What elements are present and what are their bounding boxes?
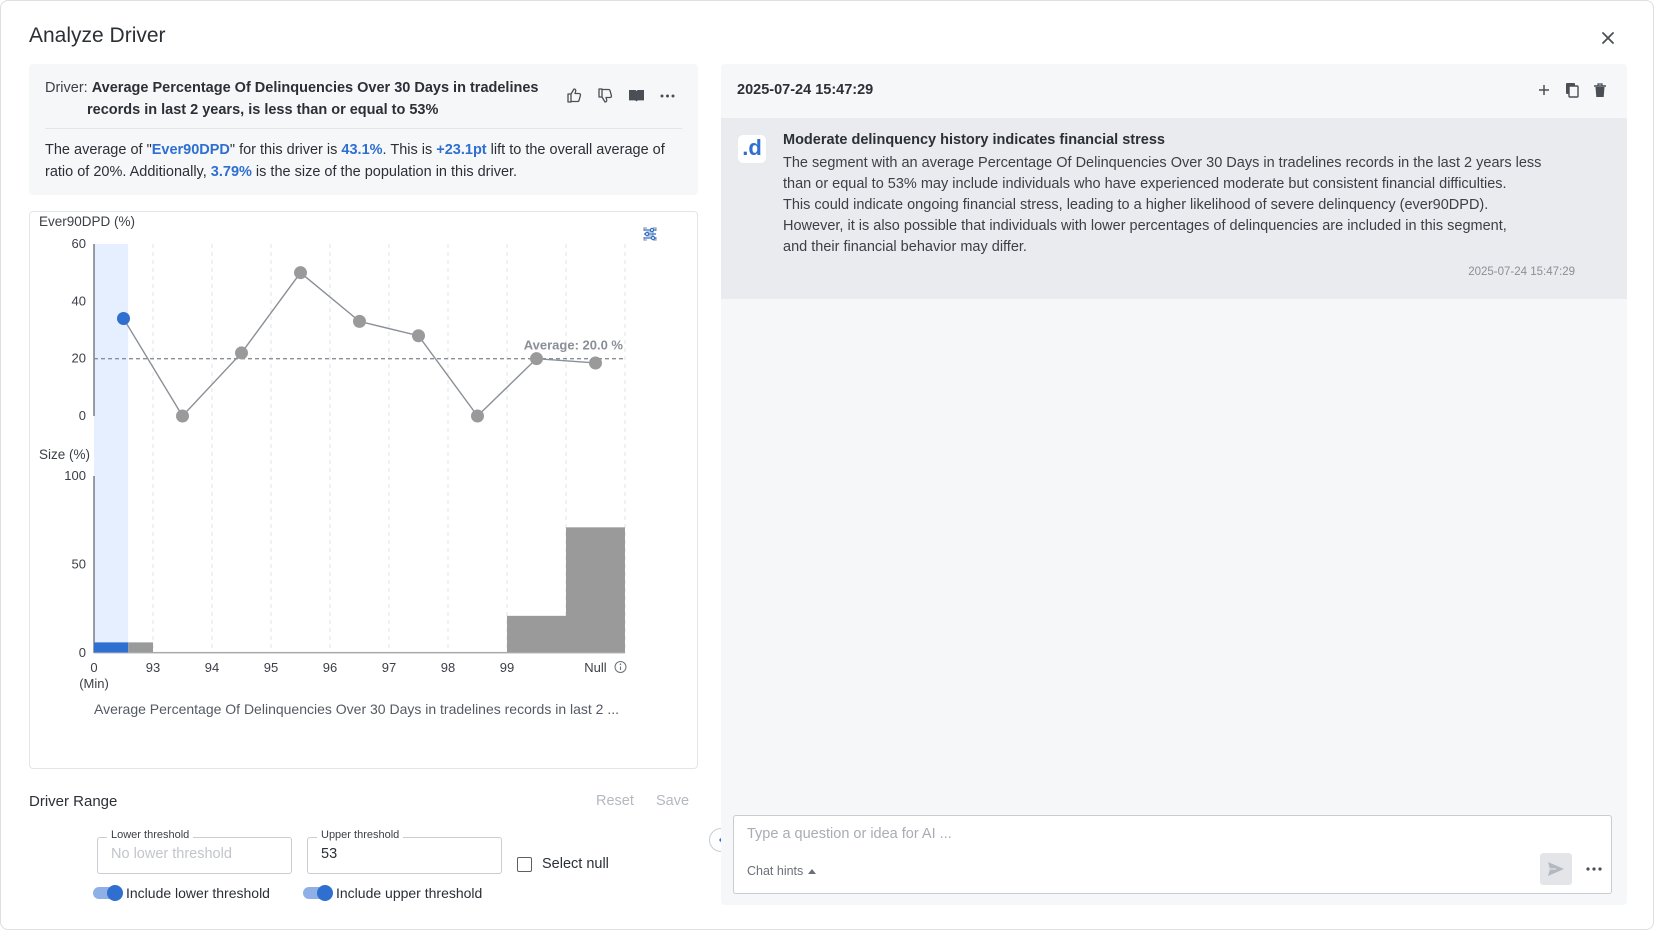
bottom-y-axis-label: Size (%) — [39, 447, 91, 462]
x-tick-label: 99 — [499, 660, 515, 675]
plus-icon[interactable] — [1535, 81, 1553, 99]
session-timestamp: 2025-07-24 15:47:29 — [737, 82, 874, 98]
info-icon — [620, 663, 622, 665]
message-line: However, it is also possible that individuals with lower percentages of delinquencies are included in this segment, — [783, 218, 1507, 234]
x-tick-label: 97 — [381, 660, 397, 675]
desc-text: is the size of the population in this driver. — [251, 164, 518, 180]
select-null-checkbox[interactable] — [517, 856, 609, 872]
more-icon[interactable] — [1584, 861, 1604, 877]
data-point — [412, 329, 425, 342]
chart-tools — [642, 226, 684, 242]
x-tick-label: 98 — [440, 660, 456, 675]
data-point — [235, 346, 248, 359]
average-label: Average: 20.0 % — [523, 337, 623, 353]
chat-hints-label: Chat hints — [747, 864, 804, 878]
modal-title: Analyze Driver — [29, 24, 166, 47]
size-bar — [128, 642, 153, 653]
chat-input-box — [733, 815, 1612, 894]
include-lower-label: Include lower threshold — [126, 885, 270, 901]
driver-actions — [565, 86, 677, 105]
driver-size: 3.79% — [210, 164, 252, 180]
trash-icon[interactable] — [1591, 81, 1609, 99]
y-tick-label: 100 — [64, 468, 86, 483]
include-lower-toggle[interactable] — [93, 885, 270, 901]
x-tick-label: 0 — [90, 660, 98, 675]
x-tick-label: 93 — [145, 660, 161, 675]
driver-summary-card — [29, 64, 698, 195]
metric-name: Ever90DPD — [151, 142, 230, 158]
close-icon[interactable] — [1595, 25, 1621, 51]
caret-up-icon — [808, 869, 816, 874]
y-tick-label: 20 — [71, 350, 86, 366]
desc-text: " for this driver is — [229, 142, 342, 158]
message-timestamp: 2025-07-24 15:47:29 — [1468, 266, 1575, 278]
x-axis-label: Average Percentage Of Delinquencies Over 30 Days in tradelines records in last 2 ... — [94, 701, 620, 717]
driver-average: 43.1% — [341, 142, 383, 158]
y-tick-label: 50 — [71, 556, 86, 572]
lower-threshold-field — [97, 829, 292, 874]
data-point — [353, 315, 366, 328]
include-upper-toggle[interactable] — [303, 885, 482, 901]
chat-hints-toggle[interactable] — [747, 864, 816, 878]
chat-panel — [721, 64, 1627, 905]
upper-threshold-input[interactable] — [321, 846, 491, 862]
data-point — [176, 410, 189, 423]
driver-chart[interactable] — [30, 212, 697, 768]
driver-name-line1: Average Percentage Of Delinquencies Over 30 Days in tradelines — [91, 80, 539, 96]
desc-text: . This is — [382, 142, 437, 158]
data-point — [294, 266, 307, 279]
lower-threshold-label: Lower threshold — [107, 829, 193, 841]
more-icon[interactable] — [658, 86, 677, 105]
y-tick-label: 0 — [78, 645, 86, 660]
size-bar — [507, 616, 566, 653]
x-tick-sublabel: (Min) — [79, 676, 109, 691]
toggle-switch[interactable] — [93, 887, 121, 899]
toggle-switch[interactable] — [303, 887, 331, 899]
desc-text: lift to the overall average of ratio of 20%. Additionally, — [45, 142, 665, 180]
session-actions — [1535, 81, 1609, 99]
upper-threshold-field — [307, 829, 502, 874]
data-point — [530, 352, 543, 365]
driver-range-title: Driver Range — [29, 793, 118, 810]
thumbs-up-icon[interactable] — [565, 86, 584, 105]
copy-icon[interactable] — [1563, 81, 1581, 99]
lower-threshold-input[interactable] — [111, 846, 281, 862]
desc-text: The average of " — [45, 142, 152, 158]
size-bar — [94, 642, 128, 653]
message-line: This could indicate ongoing financial stress, leading to a higher likelihood of severe delinquency (ever90DPD). — [783, 197, 1489, 213]
driver-chart-card — [29, 211, 698, 769]
bot-avatar: .d — [738, 135, 766, 163]
message-title: Moderate delinquency history indicates financial stress — [783, 132, 1165, 148]
select-null-label: Select null — [542, 856, 609, 872]
data-point — [117, 312, 130, 325]
selected-range-band — [94, 244, 128, 653]
chart-settings-icon[interactable] — [668, 226, 684, 242]
upper-threshold-label: Upper threshold — [317, 829, 403, 841]
driver-description — [45, 139, 685, 183]
message-line: than or equal to 53% may include individuals who have experienced moderate but consistent financial difficulties. — [783, 176, 1507, 192]
x-tick-label: 96 — [322, 660, 338, 675]
send-button[interactable] — [1540, 853, 1572, 885]
y-tick-label: 0 — [78, 408, 86, 423]
top-y-axis-label: Ever90DPD (%) — [39, 214, 136, 229]
save-button[interactable]: Save — [656, 793, 690, 809]
message-line: The segment with an average Percentage Of Delinquencies Over 30 Days in tradelines records in the last 2 years less — [783, 155, 1542, 171]
thumbs-down-icon[interactable] — [596, 86, 615, 105]
x-tick-label: Null — [584, 660, 607, 675]
include-upper-label: Include upper threshold — [336, 885, 483, 901]
book-icon[interactable] — [627, 86, 646, 105]
send-icon — [1547, 861, 1565, 877]
y-tick-label: 40 — [71, 293, 86, 309]
x-tick-label: 94 — [204, 660, 220, 675]
data-point — [589, 356, 602, 369]
driver-lift: +23.1pt — [436, 142, 487, 158]
y-tick-label: 60 — [71, 236, 86, 251]
driver-name-line2: records in last 2 years, is less than or equal to 53% — [87, 102, 439, 118]
message-body — [783, 153, 1583, 258]
size-bar — [566, 527, 625, 653]
ai-message — [721, 118, 1627, 299]
x-tick-label: 95 — [263, 660, 279, 675]
checkbox-icon[interactable] — [517, 857, 532, 872]
reset-button[interactable]: Reset — [596, 793, 634, 809]
message-line: and their financial behavior may differ. — [783, 239, 1027, 255]
driver-prefix: Driver: — [45, 80, 92, 96]
driver-title — [45, 77, 545, 121]
data-point — [471, 410, 484, 423]
chat-input[interactable] — [747, 826, 1567, 842]
divider — [45, 128, 682, 129]
